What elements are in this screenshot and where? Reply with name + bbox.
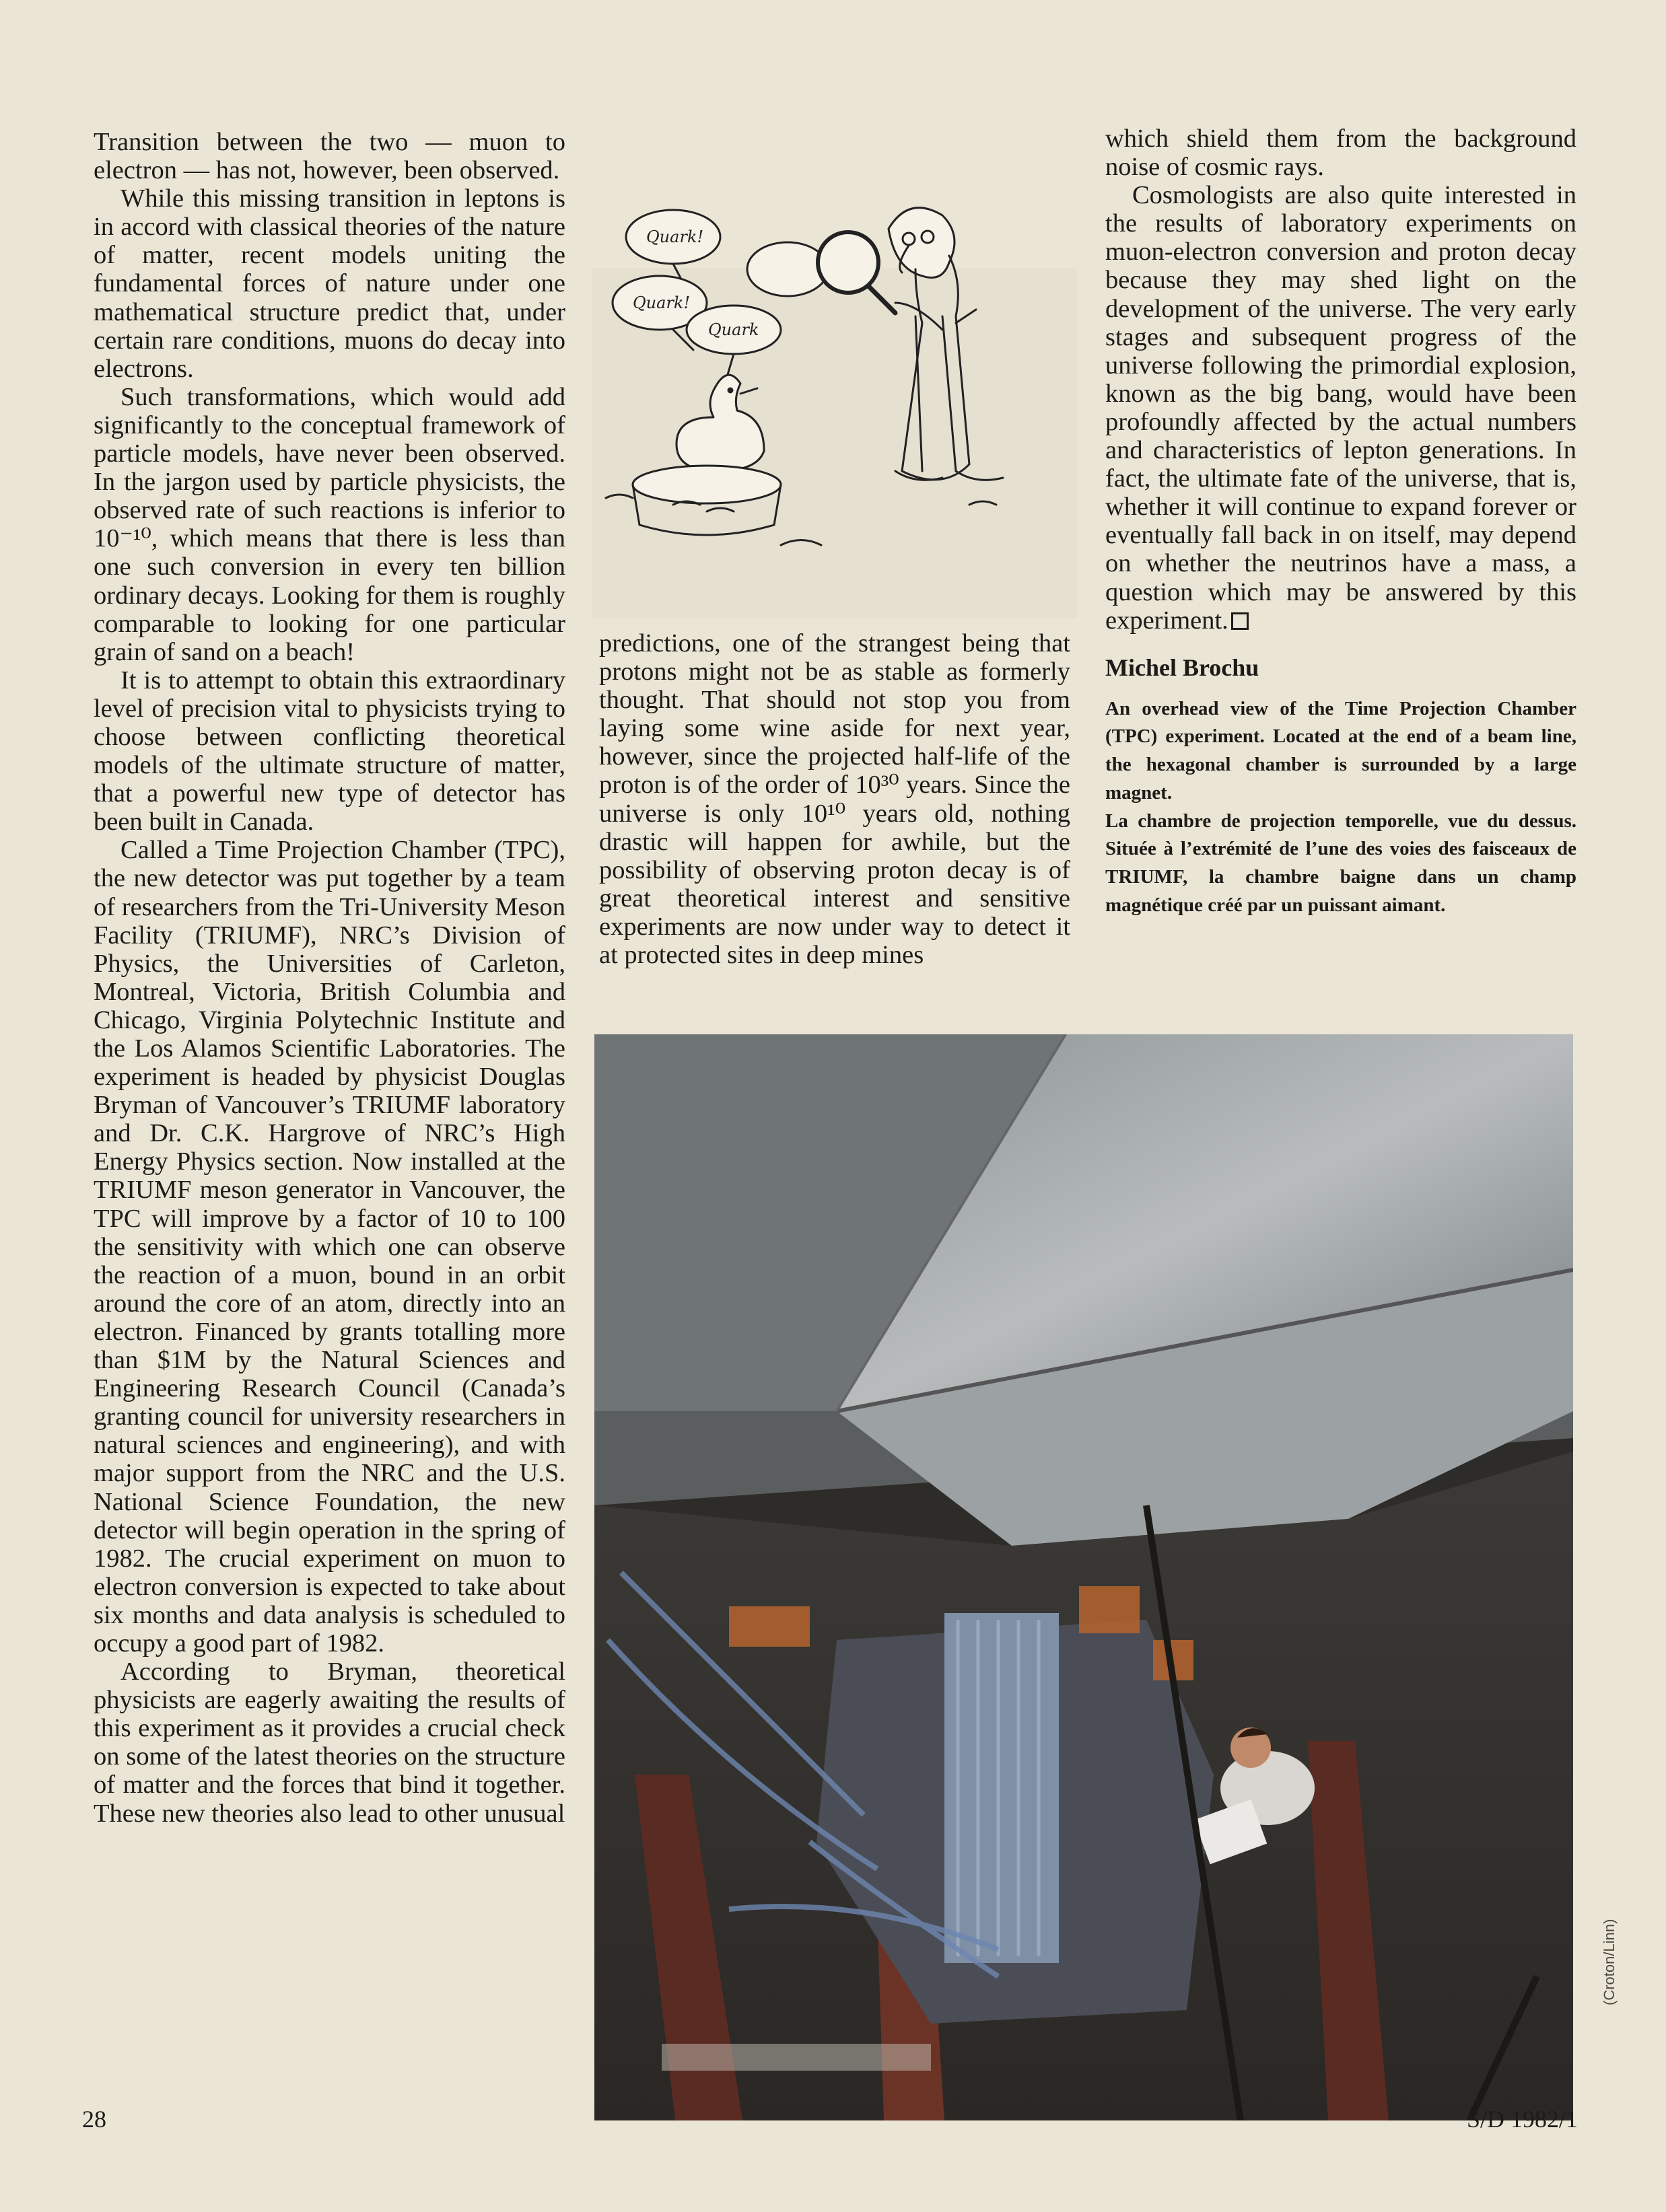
bubble-text: Quark (708, 320, 759, 339)
paragraph: predictions, one of the strangest being that protons might not be as stable as formerly thought. That should not stop you from laying some wine aside for next year, however, since the projected half-life of the proton is of the order of 10³⁰ years. Since the universe is only 10¹⁰ years old, nothing drastic will happen for awhile, but the possibility of observing proton decay is of great theoretical interest and sensitive experiments are now under way to detect it at protected sites in deep mines (599, 629, 1070, 970)
left-column (94, 128, 565, 1828)
paragraph: Called a Time Projection Chamber (TPC), the new detector was put together by a team of researchers from the Tri-University Meson Facility (TRIUMF), NRC’s Division of Physics, the Universities of Carleton, Montreal, Victoria, British Columbia and Chicago, Virginia Polytechnic Institute and the Los Alamos Scientific Laboratories. The experiment is headed by physicist Douglas Bryman of Vancouver’s TRIUMF laboratory and Dr. C.K. Hargrove of NRC’s High Energy Physics section. Now installed at the TRIUMF meson generator in Vancouver, the TPC will improve by a factor of 10 to 100 the sensitivity with which one can observe the reaction of a muon, bound in an orbit around the core of an atom, directly into an electron. Financed by grants totalling more than $1M by the Natural Sciences and Engineering Research Council (Canada’s granting council for university researchers in natural sciences and engineering), and with major support from the NRC and the U.S. National Science Foundation, the new detector will begin operation in the spring of 1982. The crucial experiment on muon to electron conversion is expected to take about six months and data analysis is scheduled to occupy a good part of 1982. (94, 836, 565, 1657)
author-byline: Michel Brochu (1105, 653, 1259, 681)
end-mark-icon (1231, 612, 1249, 630)
cartoon-illustration (592, 188, 1077, 606)
photo-caption-french: La chambre de projection temporelle, vue du dessus. Située à l’extrémité de l’une des voies des faisceaux de TRIUMF, la chambre baigne dans un champ magnétique créé par un puissant aimant. (1105, 810, 1576, 916)
paragraph: While this missing transition in leptons is in accord with classical theories of the nature of matter, recent models uniting the fundamental forces of nature under one mathematical structure predict that, under certain rare conditions, muons do decay into electrons. (94, 184, 565, 383)
paragraph: It is to attempt to obtain this extraordinary level of precision vital to physicists trying to choose between conflicting theoretical models of the ultimate structure of matter, that a powerful new type of detector has been built in Canada. (94, 666, 565, 836)
right-column (1105, 124, 1576, 919)
tpc-photograph (594, 1034, 1573, 2120)
paragraph (1105, 181, 1576, 635)
issue-label: S/D 1982/1 (1466, 2106, 1578, 2133)
photo-caption-english: An overhead view of the Time Projection Chamber (TPC) experiment. Located at the end of a beam line, the hexagonal chamber is surrounded by a large magnet. (1105, 697, 1576, 804)
paragraph: According to Bryman, theoretical physicists are eagerly awaiting the results of this experiment as it provides a crucial check on some of the latest theories on the structure of matter and the forces that bind it together. These new theories also lead to other unusual (94, 1657, 565, 1828)
paragraph-text: Cosmologists are also quite interested in the results of laboratory experiments on muon-electron conversion and proton decay because they may shed light on the development of the universe. The very early stages and subsequent progress of the universe following the primordial explosion, known as the big bang, would have been profoundly affected by the actual numbers and characteristics of lepton generations. In fact, the ultimate fate of the universe, that is, whether it will continue to expand forever or eventually fall back in on itself, may depend on whether the neutrinos have a mass, a question which may be answered by this experiment. (1105, 181, 1576, 635)
bubble-text: Quark! (633, 293, 691, 312)
middle-column (599, 629, 1070, 969)
photo-credit: (Croton/Linn) (1601, 1919, 1618, 2005)
paragraph: which shield them from the background noise of cosmic rays. (1105, 124, 1576, 182)
page-number: 28 (82, 2106, 106, 2133)
bubble-text: Quark! (646, 227, 704, 246)
paragraph: Such transformations, which would add significantly to the conceptual framework of particle models, have never been observed. In the jargon used by particle physicists, the observed rate of such reactions is inferior to 10⁻¹⁰, which means that there is less than one such conversion in every ten billion ordinary decays. Looking for them is roughly comparable to looking for one particular grain of sand on a beach! (94, 382, 565, 666)
paragraph: Transition between the two — muon to electron — has not, however, been observed. (94, 128, 565, 185)
